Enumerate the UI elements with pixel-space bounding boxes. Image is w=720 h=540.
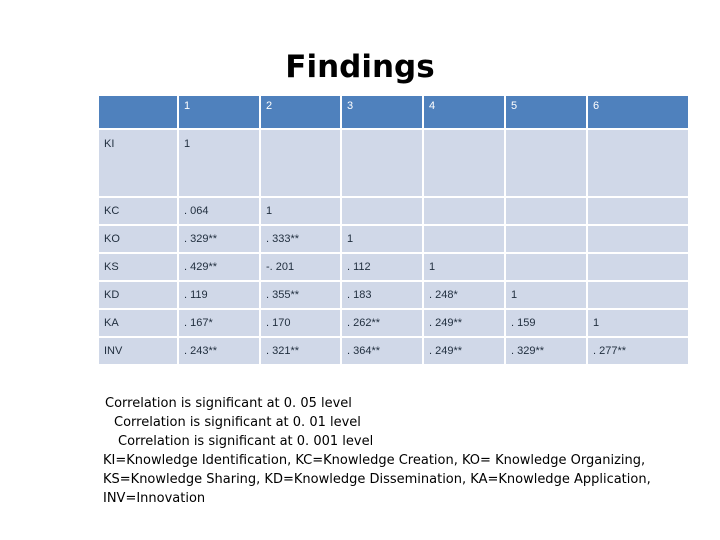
table-cell: . 167* [178, 309, 260, 337]
row-label: KC [98, 197, 178, 225]
table-cell [587, 197, 689, 225]
table-cell: 1 [587, 309, 689, 337]
table-cell [341, 129, 423, 197]
table-cell: . 183 [341, 281, 423, 309]
header-cell: 1 [178, 95, 260, 129]
table-cell: . 364** [341, 337, 423, 365]
header-cell: 6 [587, 95, 689, 129]
row-label: KA [98, 309, 178, 337]
table-cell: . 159 [505, 309, 587, 337]
header-cell: 5 [505, 95, 587, 129]
table-cell: 1 [505, 281, 587, 309]
table-cell: . 119 [178, 281, 260, 309]
table-cell: . 064 [178, 197, 260, 225]
table-cell [423, 129, 505, 197]
table-cell [505, 253, 587, 281]
table-cell [587, 225, 689, 253]
table-cell [505, 225, 587, 253]
table-cell [423, 225, 505, 253]
table-cell: 1 [178, 129, 260, 197]
table-cell: . 248* [423, 281, 505, 309]
header-cell: 2 [260, 95, 341, 129]
table-row [98, 309, 689, 337]
table-row [98, 197, 689, 225]
table-cell: . 249** [423, 309, 505, 337]
table-cell: . 112 [341, 253, 423, 281]
table-cell: . 249** [423, 337, 505, 365]
table-cell [505, 129, 587, 197]
note-significance-05: Correlation is significant at 0. 05 level [105, 396, 352, 411]
row-label: INV [98, 337, 178, 365]
row-label: KO [98, 225, 178, 253]
table-cell [423, 197, 505, 225]
table-cell: . 321** [260, 337, 341, 365]
table-row [98, 337, 689, 365]
table-row [98, 253, 689, 281]
abbreviation-legend-line: KS=Knowledge Sharing, KD=Knowledge Dissemination, KA=Knowledge Application, [103, 472, 651, 487]
table-cell: . 277** [587, 337, 689, 365]
footnotes [103, 394, 651, 508]
table-cell: 1 [423, 253, 505, 281]
table-cell: . 355** [260, 281, 341, 309]
table-cell: . 329** [505, 337, 587, 365]
table-cell: . 243** [178, 337, 260, 365]
row-label: KS [98, 253, 178, 281]
note-significance-01: Correlation is significant at 0. 01 level [114, 415, 361, 430]
header-cell [98, 95, 178, 129]
table-cell: -. 201 [260, 253, 341, 281]
table-cell [587, 129, 689, 197]
table-cell: 1 [260, 197, 341, 225]
table-cell: . 333** [260, 225, 341, 253]
slide-title: Findings [285, 49, 435, 85]
correlation-table [97, 94, 690, 366]
row-label: KD [98, 281, 178, 309]
abbreviation-legend-line: INV=Innovation [103, 491, 206, 506]
table-cell [505, 197, 587, 225]
table-cell: 1 [341, 225, 423, 253]
note-significance-001: Correlation is significant at 0. 001 level [118, 434, 374, 449]
table-row [98, 129, 689, 197]
table-cell: . 329** [178, 225, 260, 253]
table-cell [587, 253, 689, 281]
header-cell: 4 [423, 95, 505, 129]
table-cell [587, 281, 689, 309]
table-cell: . 262** [341, 309, 423, 337]
table-row [98, 225, 689, 253]
table-cell: . 170 [260, 309, 341, 337]
table-cell: . 429** [178, 253, 260, 281]
abbreviation-legend-line: KI=Knowledge Identification, KC=Knowledge Creation, KO= Knowledge Organizing, [103, 453, 646, 468]
table-header-row [98, 95, 689, 129]
table-cell [260, 129, 341, 197]
table-row [98, 281, 689, 309]
header-cell: 3 [341, 95, 423, 129]
table-cell [341, 197, 423, 225]
row-label: KI [98, 129, 178, 197]
